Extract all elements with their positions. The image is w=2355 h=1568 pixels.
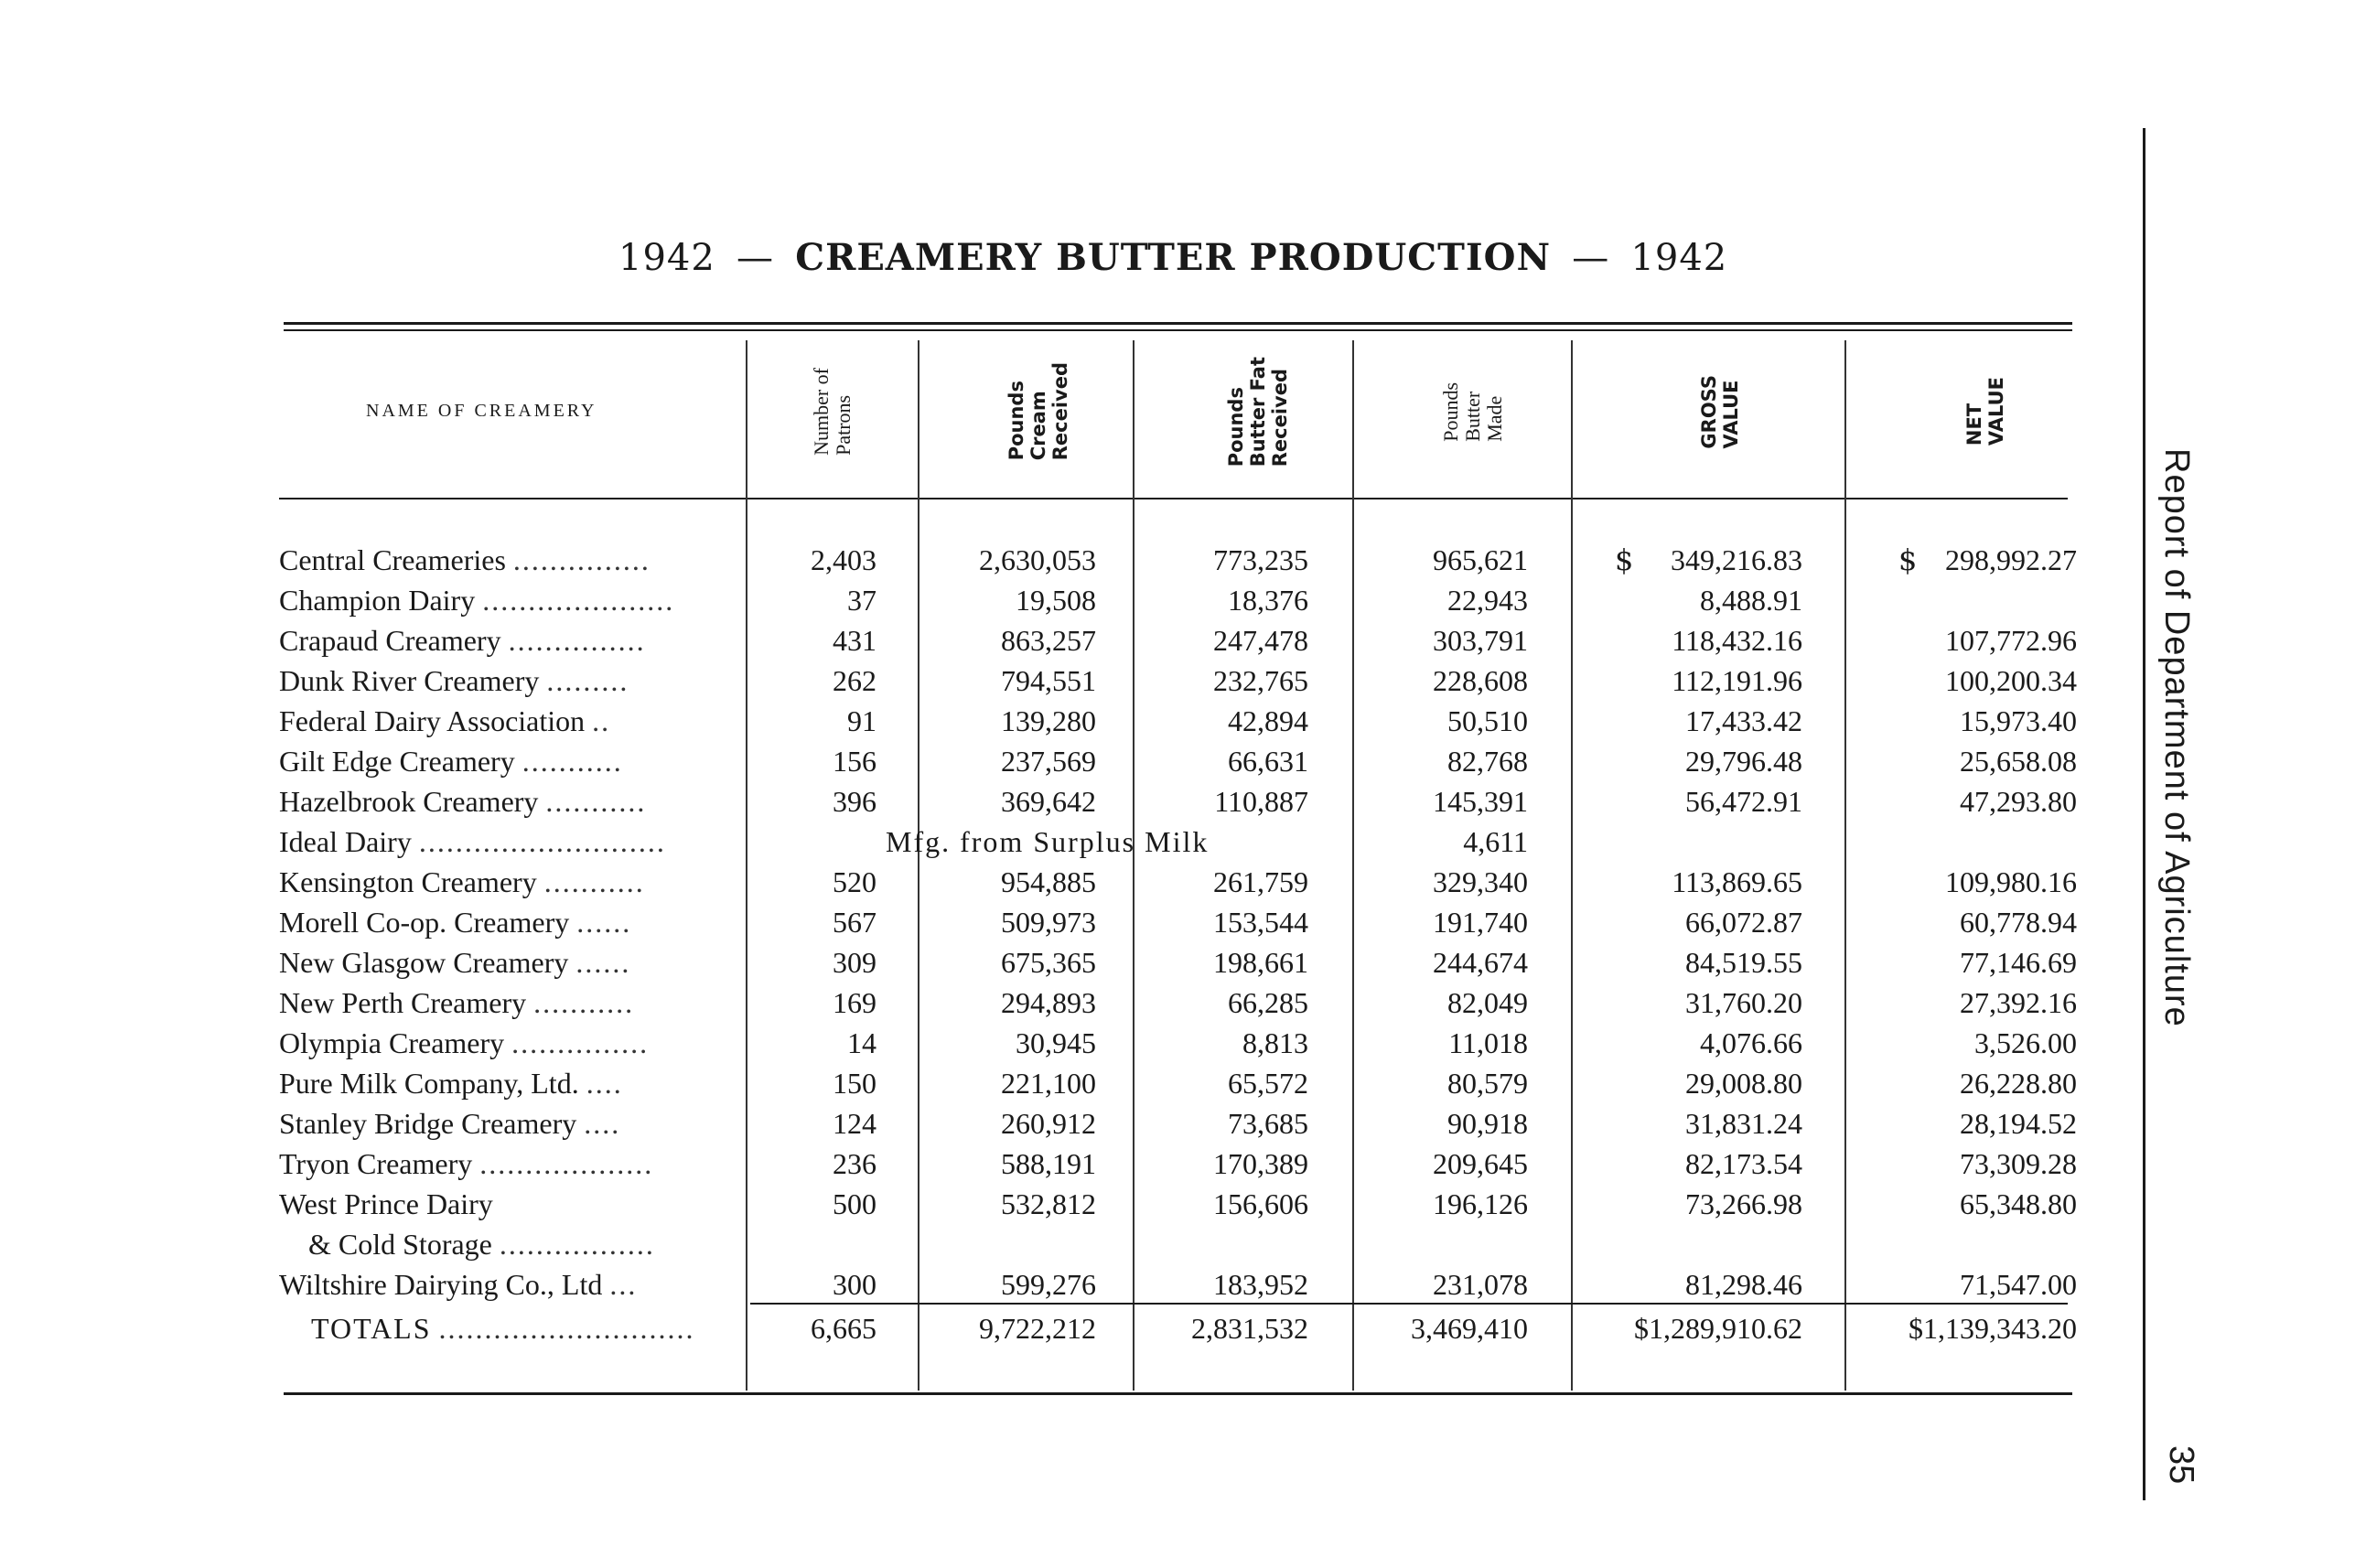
creamery-name: Tryon Creamery [279, 1147, 473, 1180]
cell-fat: 18,376 [1228, 584, 1308, 617]
creamery-name-cell [279, 902, 732, 942]
net-dollar-sign: $ [1898, 542, 1918, 577]
creamery-name: Gilt Edge Creamery [279, 745, 515, 778]
totals-fat: 2,831,532 [1191, 1312, 1308, 1345]
header-patrons-text: Number of Patrons [810, 368, 855, 456]
dot-leader: ........... [533, 986, 635, 1019]
cell-patrons: 300 [833, 1268, 876, 1301]
creamery-name: & Cold Storage [279, 1228, 492, 1261]
creamery-name-cell [279, 540, 732, 580]
table-row [0, 983, 2355, 1023]
creamery-name: Federal Dairy Association [279, 704, 586, 737]
totals-net: $1,139,343.20 [1909, 1312, 2077, 1345]
cell-patrons: 567 [833, 906, 876, 939]
cell-cream: 237,569 [1001, 745, 1096, 778]
cell-net: 15,973.40 [1960, 704, 2077, 737]
table-row [0, 1224, 2355, 1264]
cell-fat: 110,887 [1214, 785, 1308, 818]
totals-row [0, 1308, 2355, 1348]
cell-butter [1350, 1224, 1528, 1264]
cell-net [1848, 580, 2077, 620]
creamery-name: Hazelbrook Creamery [279, 785, 539, 818]
dot-leader: ................. [499, 1228, 655, 1261]
cell-butter: 4,611 [1463, 825, 1528, 858]
table-row [0, 1144, 2355, 1184]
creamery-name: West Prince Dairy [279, 1187, 493, 1220]
title-dash-left: — [737, 237, 775, 279]
cell-patrons: 500 [833, 1187, 876, 1220]
totals-butter: 3,469,410 [1411, 1312, 1528, 1345]
cell-fat: 8,813 [1242, 1026, 1308, 1059]
cell-patrons: 2,403 [811, 543, 876, 576]
creamery-name: Wiltshire Dairying Co., Ltd [279, 1268, 603, 1301]
cell-net: 100,200.34 [1945, 664, 2077, 697]
table-row [0, 580, 2355, 620]
creamery-name: Morell Co-op. Creamery [279, 906, 570, 939]
cell-gross [1574, 1224, 1802, 1264]
cell-gross: 118,432.16 [1672, 624, 1802, 657]
creamery-name: Champion Dairy [279, 584, 476, 617]
creamery-name-cell [279, 1144, 732, 1184]
cell-patrons: 520 [833, 865, 876, 898]
cell-net: 71,547.00 [1960, 1268, 2077, 1301]
cell-gross: 81,298.46 [1685, 1268, 1802, 1301]
table-row [0, 1103, 2355, 1144]
cell-gross: 29,796.48 [1685, 745, 1802, 778]
table-row [0, 862, 2355, 902]
header-butter-text: Pounds Butter Made [1439, 381, 1506, 442]
header-net-text: NET VALUE [1963, 377, 2007, 446]
dot-leader: ........... [543, 865, 645, 898]
cell-patrons: 91 [847, 704, 876, 737]
cell-cream: 369,642 [1001, 785, 1096, 818]
cell-fat: 232,765 [1213, 664, 1308, 697]
cell-butter: 82,049 [1447, 986, 1528, 1019]
cell-patrons: 156 [833, 745, 876, 778]
totals-patrons: 6,665 [811, 1312, 876, 1345]
cell-net: 3,526.00 [1974, 1026, 2077, 1059]
cell-butter: 329,340 [1433, 865, 1528, 898]
cell-fat: 156,606 [1213, 1187, 1308, 1220]
cell-cream: 954,885 [1001, 865, 1096, 898]
totals-rule [750, 1303, 2068, 1305]
cell-fat: 198,661 [1213, 946, 1308, 979]
table-row [0, 620, 2355, 660]
cell-net: 298,992.27 [1945, 543, 2077, 576]
header-cream-text: Pounds Cream Received [1005, 362, 1071, 461]
creamery-name-cell [279, 862, 732, 902]
cell-fat: 261,759 [1213, 865, 1308, 898]
cell-butter: 90,918 [1447, 1107, 1528, 1140]
header-patrons [787, 338, 878, 485]
cell-cream: 19,508 [1016, 584, 1096, 617]
title-year-left: 1942 [618, 237, 715, 279]
dot-leader: ......... [546, 664, 629, 697]
top-rule-2 [284, 329, 2072, 331]
page-number: 35 [2162, 1445, 2200, 1485]
dot-leader: ........... [522, 745, 623, 778]
dot-leader: ...... [576, 906, 632, 939]
table-row [0, 942, 2355, 983]
dot-leader: ............... [511, 1026, 650, 1059]
cell-patrons: 431 [833, 624, 876, 657]
creamery-name-cell [279, 942, 732, 983]
cell-net: 47,293.80 [1960, 785, 2077, 818]
title-main: CREAMERY BUTTER PRODUCTION [795, 236, 1551, 279]
cell-gross: 113,869.65 [1672, 865, 1802, 898]
dot-leader: ........... [545, 785, 647, 818]
cell-cream: 675,365 [1001, 946, 1096, 979]
cell-patrons [750, 822, 876, 862]
cell-patrons: 396 [833, 785, 876, 818]
cell-cream: 599,276 [1001, 1268, 1096, 1301]
margin-rule [2143, 128, 2145, 1500]
cell-cream: 30,945 [1016, 1026, 1096, 1059]
cell-net: 28,194.52 [1960, 1107, 2077, 1140]
cell-butter: 209,645 [1433, 1147, 1528, 1180]
dot-leader: ................... [479, 1147, 654, 1180]
cell-gross: 349,216.83 [1671, 543, 1802, 576]
cell-net: 107,772.96 [1945, 624, 2077, 657]
cell-cream: 139,280 [1001, 704, 1096, 737]
cell-cream: 588,191 [1001, 1147, 1096, 1180]
gross-dollar-sign: $ [1615, 542, 1634, 577]
totals-label: TOTALS [311, 1312, 432, 1345]
cell-gross: 31,831.24 [1685, 1107, 1802, 1140]
table-row [0, 1264, 2355, 1305]
creamery-name: Crapaud Creamery [279, 624, 501, 657]
cell-butter: 80,579 [1447, 1067, 1528, 1100]
cell-butter: 231,078 [1433, 1268, 1528, 1301]
surplus-milk-note: Mfg. from Surplus Milk [886, 825, 1210, 858]
side-title: Report of Department of Agriculture [2157, 448, 2196, 1027]
table-row [0, 701, 2355, 741]
title-year-right: 1942 [1630, 237, 1728, 279]
cell-net: 65,348.80 [1960, 1187, 2077, 1220]
cell-gross: 31,760.20 [1685, 986, 1802, 1019]
cell-gross: 4,076.66 [1700, 1026, 1802, 1059]
cell-net: 27,392.16 [1960, 986, 2077, 1019]
cell-net: 25,658.08 [1960, 745, 2077, 778]
header-gross-text: GROSS VALUE [1698, 374, 1742, 449]
creamery-name-cell [279, 822, 732, 862]
creamery-name-cell [279, 1063, 732, 1103]
table-row [0, 741, 2355, 781]
cell-butter: 82,768 [1447, 745, 1528, 778]
header-butter [1423, 338, 1523, 485]
totals-leader: ............................ [438, 1312, 695, 1345]
table-row [0, 660, 2355, 701]
creamery-name: Ideal Dairy [279, 825, 412, 858]
cell-butter: 244,674 [1433, 946, 1528, 979]
cell-butter: 303,791 [1433, 624, 1528, 657]
creamery-name-cell [279, 1264, 732, 1305]
creamery-name: Kensington Creamery [279, 865, 537, 898]
title-dash-right: — [1572, 237, 1610, 279]
table-row [0, 1063, 2355, 1103]
cell-net [1848, 822, 2077, 862]
header-fat [1203, 338, 1313, 485]
header-name-of-creamery: NAME OF CREAMERY [366, 401, 597, 421]
cell-gross: 84,519.55 [1685, 946, 1802, 979]
creamery-name-cell [279, 660, 732, 701]
table-row [0, 781, 2355, 822]
cell-net: 26,228.80 [1960, 1067, 2077, 1100]
header-rule [279, 498, 2068, 499]
creamery-name-cell [279, 741, 732, 781]
creamery-name: Olympia Creamery [279, 1026, 505, 1059]
creamery-name: Central Creameries [279, 543, 506, 576]
dot-leader: ... [609, 1268, 638, 1301]
creamery-name-cell [279, 781, 732, 822]
creamery-name-cell [279, 1184, 732, 1224]
cell-butter: 145,391 [1433, 785, 1528, 818]
cell-butter: 228,608 [1433, 664, 1528, 697]
cell-butter: 22,943 [1447, 584, 1528, 617]
cell-cream: 2,630,053 [979, 543, 1096, 576]
header-fat-text: Pounds Butter Fat Received [1225, 356, 1291, 467]
creamery-name: Dunk River Creamery [279, 664, 540, 697]
cell-patrons: 124 [833, 1107, 876, 1140]
table-row [0, 822, 2355, 862]
dot-leader: ..................... [482, 584, 675, 617]
creamery-name-cell [279, 620, 732, 660]
cell-fat: 773,235 [1213, 543, 1308, 576]
cell-butter: 191,740 [1433, 906, 1528, 939]
cell-butter: 11,018 [1448, 1026, 1528, 1059]
cell-gross: 82,173.54 [1685, 1147, 1802, 1180]
creamery-name-cell [279, 983, 732, 1023]
cell-gross: 56,472.91 [1685, 785, 1802, 818]
cell-patrons: 236 [833, 1147, 876, 1180]
cell-net: 77,146.69 [1960, 946, 2077, 979]
cell-cream: 294,893 [1001, 986, 1096, 1019]
header-gross [1674, 338, 1766, 485]
dot-leader: ............... [512, 543, 651, 576]
dot-leader: .... [586, 1067, 623, 1100]
cell-patrons: 14 [847, 1026, 876, 1059]
cell-fat: 247,478 [1213, 624, 1308, 657]
cell-fat: 42,894 [1228, 704, 1308, 737]
cell-fat: 170,389 [1213, 1147, 1308, 1180]
page-title [618, 236, 1727, 279]
cell-cream: 260,912 [1001, 1107, 1096, 1140]
dot-leader: ...... [575, 946, 631, 979]
top-rule-1 [284, 322, 2072, 325]
creamery-name-cell [279, 1224, 732, 1264]
dot-leader: ............... [508, 624, 646, 657]
table-row [0, 902, 2355, 942]
cell-fat: 183,952 [1213, 1268, 1308, 1301]
cell-gross: 17,433.42 [1685, 704, 1802, 737]
totals-cream: 9,722,212 [979, 1312, 1096, 1345]
totals-label-cell [311, 1308, 764, 1348]
totals-gross: $1,289,910.62 [1634, 1312, 1802, 1345]
dot-leader: ........................... [418, 825, 666, 858]
cell-butter: 50,510 [1447, 704, 1528, 737]
cell-net: 73,309.28 [1960, 1147, 2077, 1180]
cell-cream: 509,973 [1001, 906, 1096, 939]
cell-net: 60,778.94 [1960, 906, 2077, 939]
cell-cream: 863,257 [1001, 624, 1096, 657]
cell-cream: 221,100 [1001, 1067, 1096, 1100]
cell-butter: 196,126 [1433, 1187, 1528, 1220]
creamery-name-cell [279, 1023, 732, 1063]
creamery-name: Pure Milk Company, Ltd. [279, 1067, 579, 1100]
cell-patrons: 262 [833, 664, 876, 697]
cell-fat: 66,285 [1228, 986, 1308, 1019]
table-row [0, 540, 2355, 580]
creamery-name-cell [279, 580, 732, 620]
header-net [1940, 338, 2031, 485]
header-cream [984, 338, 1093, 485]
cell-gross: 29,008.80 [1685, 1067, 1802, 1100]
cell-net [1848, 1224, 2077, 1264]
creamery-name: New Glasgow Creamery [279, 946, 569, 979]
creamery-name: New Perth Creamery [279, 986, 527, 1019]
cell-gross: 8,488.91 [1700, 584, 1802, 617]
cell-fat: 153,544 [1213, 906, 1308, 939]
cell-net: 109,980.16 [1945, 865, 2077, 898]
cell-fat [1134, 1224, 1308, 1264]
cell-butter: 965,621 [1433, 543, 1528, 576]
cell-gross: 112,191.96 [1672, 664, 1802, 697]
cell-fat: 73,685 [1228, 1107, 1308, 1140]
table-row [0, 1023, 2355, 1063]
cell-fat: 66,631 [1228, 745, 1308, 778]
dot-leader: .... [584, 1107, 621, 1140]
dot-leader: .. [592, 704, 611, 737]
creamery-name: Stanley Bridge Creamery [279, 1107, 577, 1140]
cell-cream: 794,551 [1001, 664, 1096, 697]
cell-cream: 532,812 [1001, 1187, 1096, 1220]
creamery-name-cell [279, 701, 732, 741]
cell-fat: 65,572 [1228, 1067, 1308, 1100]
cell-gross [1574, 822, 1802, 862]
cell-patrons [750, 1224, 876, 1264]
cell-patrons: 309 [833, 946, 876, 979]
table-row [0, 1184, 2355, 1224]
cell-patrons: 37 [847, 584, 876, 617]
cell-gross: 73,266.98 [1685, 1187, 1802, 1220]
creamery-name-cell [279, 1103, 732, 1144]
cell-gross: 66,072.87 [1685, 906, 1802, 939]
bottom-rule [284, 1392, 2072, 1395]
cell-cream [915, 1224, 1096, 1264]
cell-patrons: 150 [833, 1067, 876, 1100]
cell-patrons: 169 [833, 986, 876, 1019]
